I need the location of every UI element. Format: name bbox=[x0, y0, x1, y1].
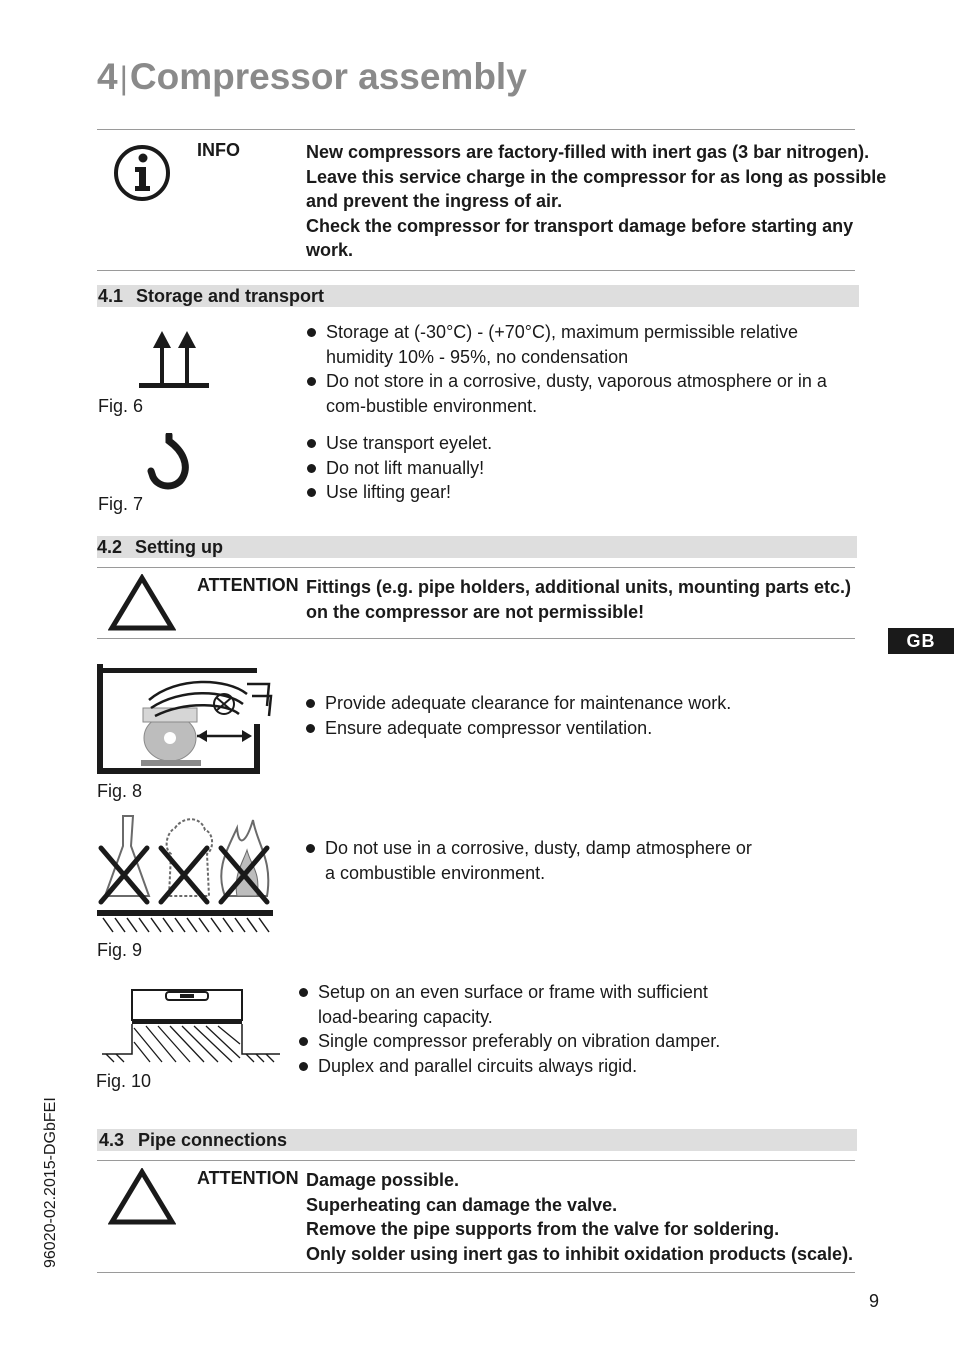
bullet-list bbox=[298, 980, 743, 1078]
attention-line: Only solder using inert gas to inhibit oxidation products (scale). bbox=[306, 1243, 854, 1264]
list-item: Duplex and parallel circuits always rigid. bbox=[298, 1054, 743, 1079]
info-label: INFO bbox=[197, 140, 240, 160]
section-bar bbox=[97, 1129, 857, 1151]
figure-label: Fig. 7 bbox=[98, 494, 144, 514]
info-line: work. bbox=[306, 240, 354, 260]
divider bbox=[97, 1160, 855, 1161]
page-number: 9 bbox=[869, 1291, 880, 1311]
section-number: 4.2 bbox=[97, 537, 123, 557]
attention-text bbox=[306, 1168, 854, 1266]
info-text bbox=[306, 140, 887, 263]
figure-label: Fig. 10 bbox=[96, 1071, 152, 1091]
spirit-level-illustration bbox=[100, 986, 282, 1066]
divider bbox=[97, 270, 855, 271]
lifting-hook-icon bbox=[147, 433, 191, 491]
chapter-number: 4 bbox=[97, 56, 118, 97]
list-item: Ensure adequate compressor ventilation. bbox=[305, 716, 857, 741]
this-way-up-arrows-icon bbox=[138, 331, 210, 391]
figure-label: Fig. 8 bbox=[97, 781, 143, 801]
info-line: New compressors are factory-filled with inert gas (3 bar nitrogen). bbox=[306, 142, 870, 162]
list-item: Provide adequate clearance for maintenance work. bbox=[305, 691, 857, 716]
list-item: Do not store in a corrosive, dusty, vaporous atmosphere or in a com-bustible environment. bbox=[306, 369, 858, 418]
document-code: 96020-02.2015-DGbFEI bbox=[42, 1097, 59, 1268]
section-title: Setting up bbox=[135, 537, 223, 557]
divider bbox=[97, 1272, 855, 1273]
attention-line: on the compressor are not permissible! bbox=[306, 601, 645, 622]
divider bbox=[97, 638, 855, 639]
section-bar bbox=[97, 285, 859, 307]
forbidden-environments-illustration bbox=[97, 810, 275, 934]
attention-line: Fittings (e.g. pipe holders, additional units, mounting parts etc.) bbox=[306, 577, 852, 597]
bullet-list bbox=[306, 320, 858, 418]
divider bbox=[97, 567, 855, 568]
attention-label: ATTENTION bbox=[197, 575, 299, 595]
chapter-title-text: Compressor assembly bbox=[129, 56, 527, 97]
list-item: Use transport eyelet. bbox=[306, 431, 858, 456]
section-title: Pipe connections bbox=[138, 1130, 288, 1150]
list-item: Use lifting gear! bbox=[306, 480, 858, 505]
chapter-separator: | bbox=[119, 60, 128, 96]
figure-label: Fig. 6 bbox=[98, 396, 144, 416]
attention-line: Damage possible. bbox=[306, 1170, 460, 1190]
attention-line: Superheating can damage the valve. bbox=[306, 1194, 618, 1215]
section-number: 4.1 bbox=[98, 286, 124, 306]
section-title: Storage and transport bbox=[136, 286, 325, 306]
warning-triangle-icon bbox=[108, 1168, 176, 1226]
attention-text bbox=[306, 575, 851, 624]
list-item: Do not use in a corrosive, dusty, damp atmosphere or a combustible environment. bbox=[305, 836, 755, 885]
section-number: 4.3 bbox=[99, 1130, 125, 1150]
list-item: Single compressor preferably on vibration damper. bbox=[298, 1029, 743, 1054]
bullet-list bbox=[305, 691, 857, 740]
info-line: Check the compressor for transport damage before starting any bbox=[306, 215, 854, 236]
attention-label: ATTENTION bbox=[197, 1168, 299, 1188]
section-bar bbox=[97, 536, 857, 558]
list-item: Setup on an even surface or frame with sufficient load-bearing capacity. bbox=[298, 980, 743, 1029]
list-item: Do not lift manually! bbox=[306, 456, 858, 481]
list-item: Storage at (-30°C) - (+70°C), maximum permissible relative humidity 10% - 95%, no condensation bbox=[306, 320, 858, 369]
divider bbox=[97, 129, 855, 130]
language-tab: GB bbox=[888, 628, 954, 654]
figure-label: Fig. 9 bbox=[97, 940, 143, 960]
info-line: Leave this service charge in the compressor for as long as possible bbox=[306, 166, 887, 187]
warning-triangle-icon bbox=[108, 574, 176, 632]
chapter-title bbox=[97, 56, 527, 98]
attention-line: Remove the pipe supports from the valve for soldering. bbox=[306, 1219, 780, 1239]
bullet-list bbox=[305, 836, 755, 885]
info-icon bbox=[113, 143, 173, 203]
bullet-list bbox=[306, 431, 858, 505]
clearance-ventilation-illustration bbox=[97, 664, 277, 776]
info-line: and prevent the ingress of air. bbox=[306, 191, 563, 211]
